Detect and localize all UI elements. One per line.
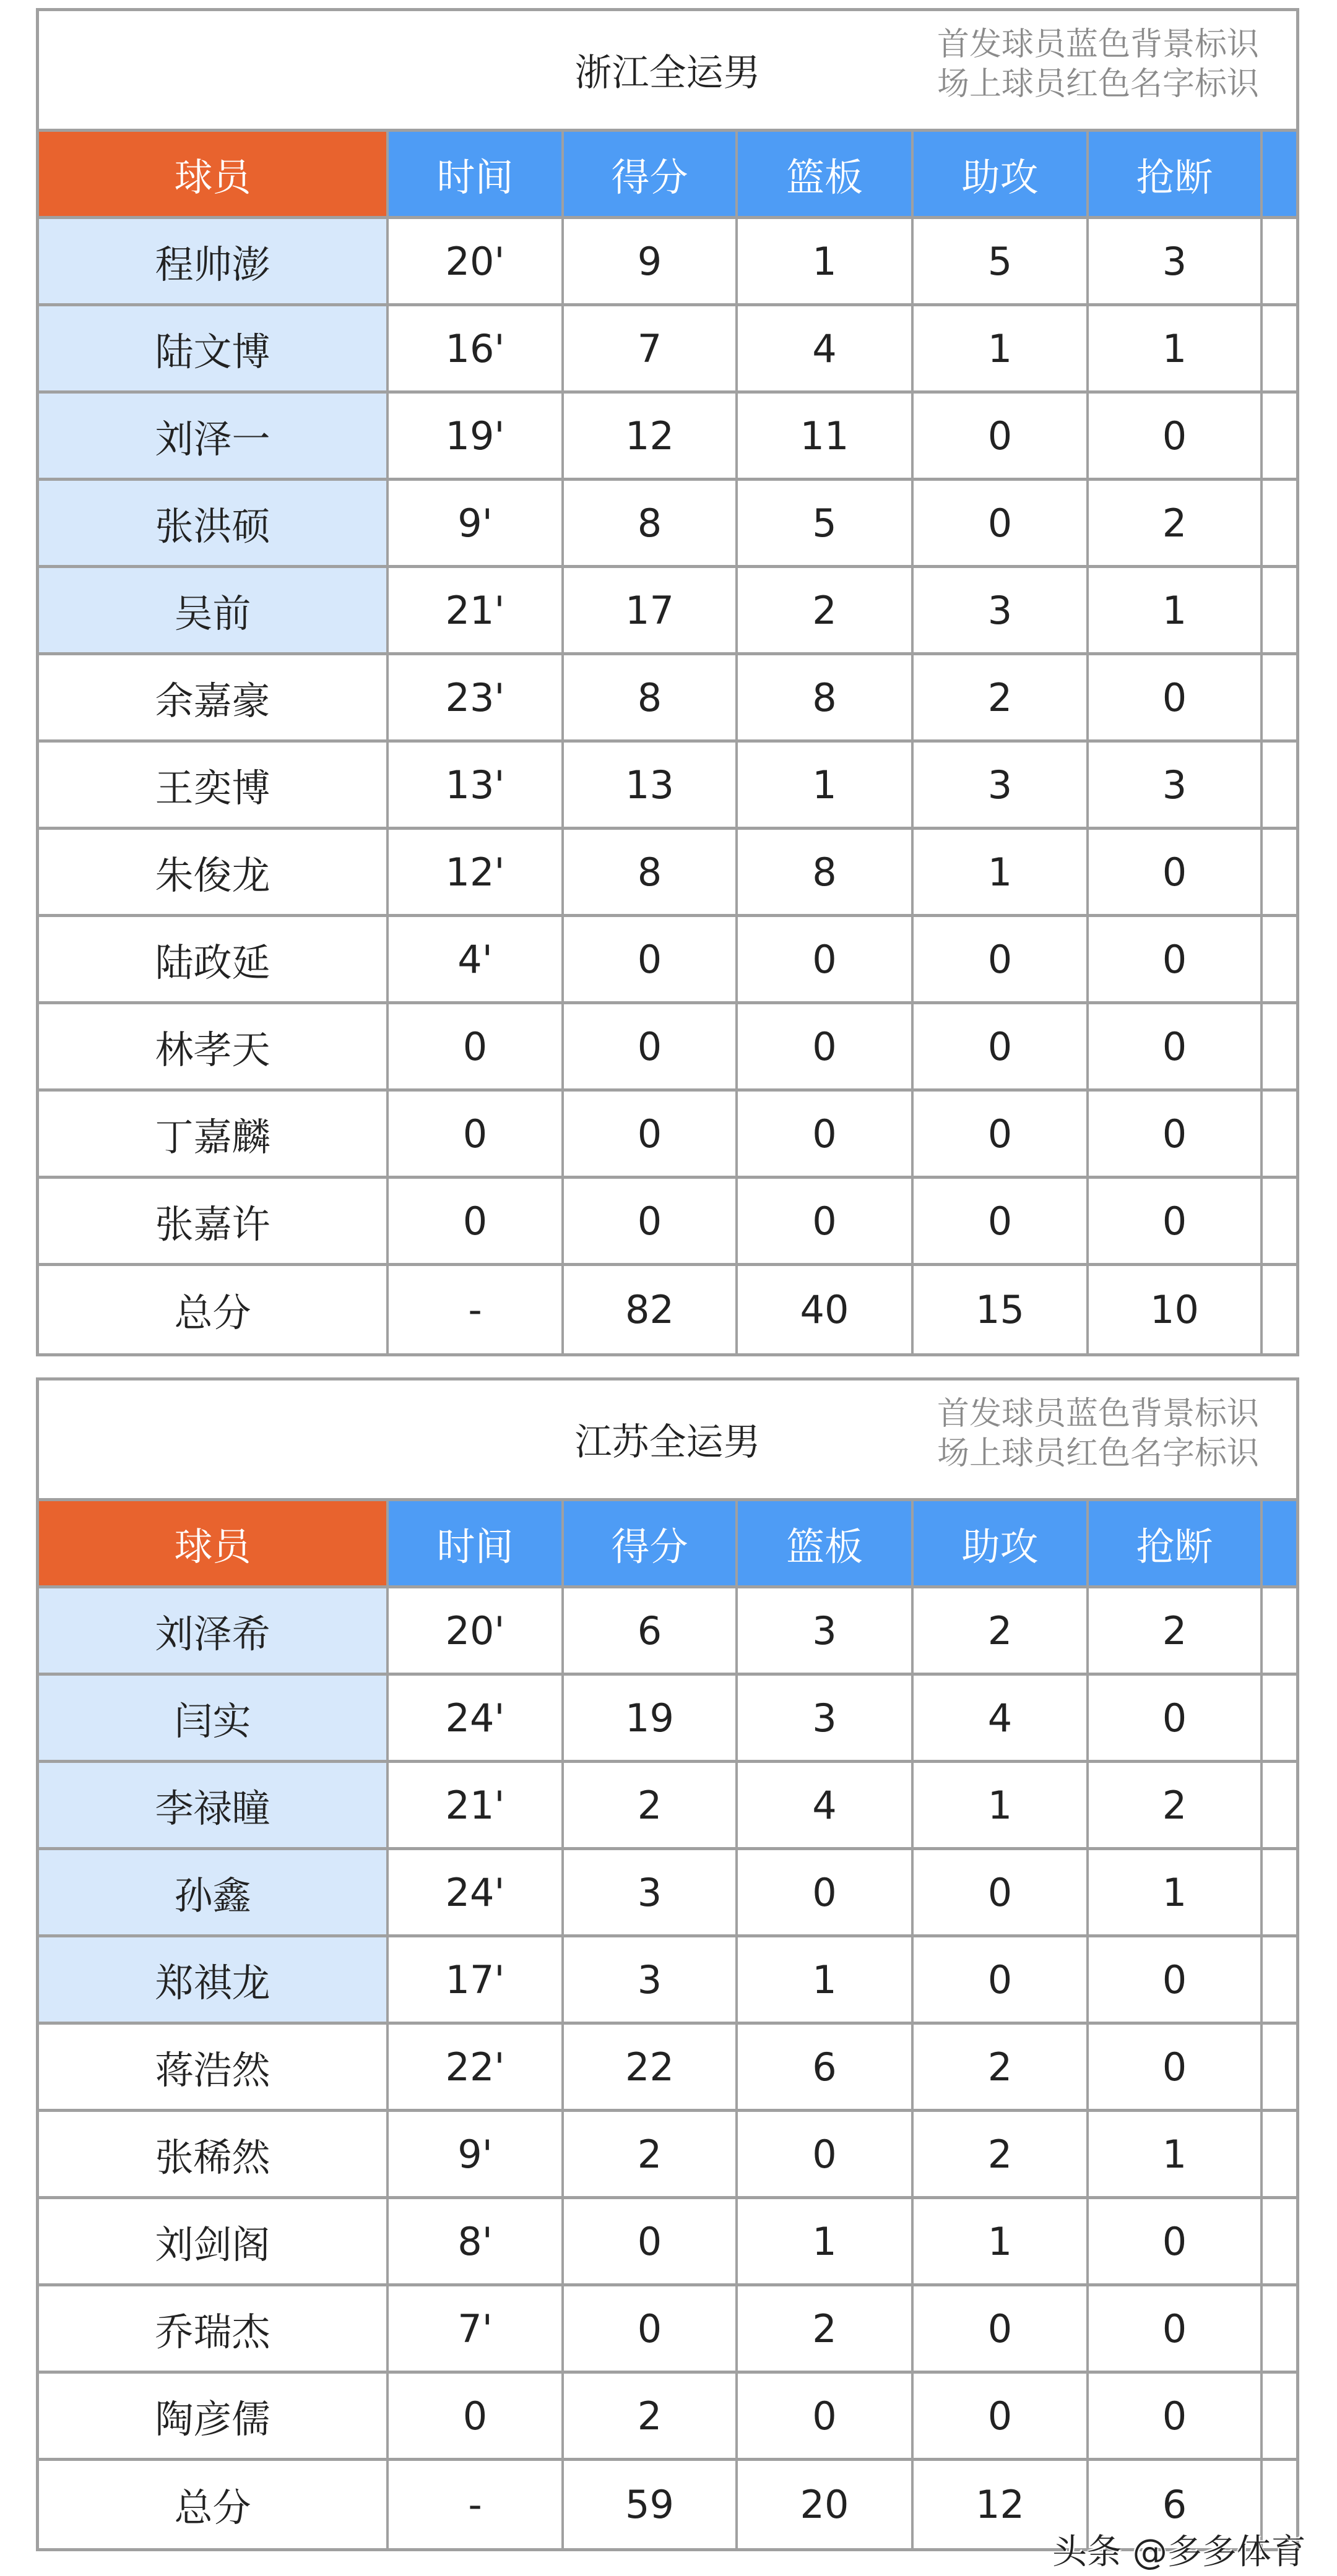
row-spacer <box>1263 568 1296 652</box>
stat-cell: 59 <box>564 2461 738 2548</box>
stat-cell: 0 <box>738 2112 914 2196</box>
player-row <box>39 830 1296 917</box>
legend-note-line: 场上球员红色名字标识 <box>937 66 1259 103</box>
player-name: 张稀然 <box>39 2112 389 2196</box>
stat-cell: 2 <box>914 655 1089 739</box>
player-row <box>39 2374 1296 2461</box>
stat-cell: 0 <box>389 1179 564 1263</box>
stat-cell: 3 <box>1089 219 1263 303</box>
column-header: 抢断 <box>1089 1501 1263 1585</box>
player-row <box>39 1937 1296 2025</box>
stat-cell: 8 <box>564 481 738 565</box>
player-name: 乔瑞杰 <box>39 2286 389 2371</box>
stat-cell: 0 <box>564 1004 738 1088</box>
row-spacer <box>1263 1676 1296 1760</box>
legend-note-line: 场上球员红色名字标识 <box>937 1435 1259 1472</box>
header-spacer <box>1263 1501 1296 1585</box>
stat-cell: 2 <box>1089 1763 1263 1847</box>
stat-cell: 2 <box>914 2025 1089 2109</box>
stat-cell: 7 <box>564 306 738 390</box>
header-row <box>39 132 1296 219</box>
row-spacer <box>1263 306 1296 390</box>
column-header: 得分 <box>564 1501 738 1585</box>
player-row <box>39 568 1296 655</box>
stat-cell: 23' <box>389 655 564 739</box>
player-name: 王奕博 <box>39 743 389 827</box>
stat-cell: 3 <box>564 1850 738 1934</box>
stat-cell: 1 <box>1089 568 1263 652</box>
player-row <box>39 917 1296 1004</box>
player-name: 郑祺龙 <box>39 1937 389 2022</box>
stat-cell: 2 <box>738 568 914 652</box>
row-spacer <box>1263 219 1296 303</box>
stat-cell: 20' <box>389 219 564 303</box>
header-row <box>39 1501 1296 1588</box>
column-header: 球员 <box>39 132 389 216</box>
legend-note <box>937 1394 1259 1473</box>
stat-cell: 2 <box>914 2112 1089 2196</box>
stat-cell: 12' <box>389 830 564 914</box>
stat-cell: 2 <box>564 2112 738 2196</box>
total-label: 总分 <box>39 1266 389 1353</box>
row-spacer <box>1263 1092 1296 1176</box>
stat-cell: 16' <box>389 306 564 390</box>
stat-cell: 0 <box>1089 2374 1263 2458</box>
stat-cell: 0 <box>914 1179 1089 1263</box>
stat-cell: 0 <box>564 1092 738 1176</box>
player-name: 蒋浩然 <box>39 2025 389 2109</box>
column-header: 时间 <box>389 132 564 216</box>
stat-cell: 0 <box>738 2374 914 2458</box>
player-name: 余嘉豪 <box>39 655 389 739</box>
stat-cell: 5 <box>914 219 1089 303</box>
player-name: 陶彦儒 <box>39 2374 389 2458</box>
stat-cell: 0 <box>389 1004 564 1088</box>
stat-cell: 1 <box>1089 2112 1263 2196</box>
stat-cell: 4 <box>914 1676 1089 1760</box>
row-spacer <box>1263 2374 1296 2458</box>
stat-cell: 0 <box>914 2374 1089 2458</box>
stat-cell: 0 <box>389 1092 564 1176</box>
row-spacer <box>1263 1588 1296 1673</box>
player-row <box>39 219 1296 306</box>
stat-cell: 12 <box>564 394 738 478</box>
stat-cell: 3 <box>564 1937 738 2022</box>
player-row <box>39 1850 1296 1937</box>
stat-cell: 1 <box>738 219 914 303</box>
stat-cell: 2 <box>738 2286 914 2371</box>
stat-cell: 1 <box>1089 306 1263 390</box>
player-row <box>39 1092 1296 1179</box>
row-spacer <box>1263 481 1296 565</box>
stat-cell: 82 <box>564 1266 738 1353</box>
zhejiang-stats-table <box>36 8 1299 1356</box>
player-name: 刘剑阁 <box>39 2199 389 2283</box>
stat-cell: 1 <box>738 2199 914 2283</box>
stat-cell: 0 <box>1089 1937 1263 2022</box>
stat-cell: 2 <box>564 2374 738 2458</box>
watermark: 头条 @多多体育 <box>1052 2532 1306 2572</box>
legend-note <box>937 25 1259 104</box>
player-row <box>39 1763 1296 1850</box>
stat-cell: 1 <box>914 306 1089 390</box>
stat-cell: 6 <box>564 1588 738 1673</box>
column-header: 助攻 <box>914 1501 1089 1585</box>
stat-cell: 3 <box>914 743 1089 827</box>
stat-cell: 0 <box>564 1179 738 1263</box>
stat-cell: 4 <box>738 1763 914 1847</box>
jiangsu-stats-table <box>36 1377 1299 2551</box>
stat-cell: 0 <box>1089 2025 1263 2109</box>
stat-cell: 21' <box>389 1763 564 1847</box>
row-spacer <box>1263 1266 1296 1353</box>
row-spacer <box>1263 1763 1296 1847</box>
stat-cell: 0 <box>1089 1092 1263 1176</box>
stat-cell: 0 <box>1089 830 1263 914</box>
stat-cell: 0 <box>1089 917 1263 1001</box>
title-bar <box>39 11 1296 132</box>
stat-cell: 0 <box>1089 1004 1263 1088</box>
stat-cell: 0 <box>389 2374 564 2458</box>
stat-cell: 0 <box>914 394 1089 478</box>
player-row <box>39 655 1296 743</box>
row-spacer <box>1263 2286 1296 2371</box>
player-name: 陆文博 <box>39 306 389 390</box>
stat-cell: 3 <box>738 1676 914 1760</box>
stat-cell: 0 <box>914 1850 1089 1934</box>
stat-cell: 0 <box>564 917 738 1001</box>
stat-cell: 13' <box>389 743 564 827</box>
stat-cell: 1 <box>1089 1850 1263 1934</box>
row-spacer <box>1263 1004 1296 1088</box>
stat-cell: 0 <box>1089 1676 1263 1760</box>
stat-cell: 7' <box>389 2286 564 2371</box>
stat-cell: 2 <box>1089 481 1263 565</box>
player-row <box>39 1179 1296 1266</box>
stat-cell: 4' <box>389 917 564 1001</box>
stat-cell: - <box>389 2461 564 2548</box>
player-name: 程帅澎 <box>39 219 389 303</box>
stat-cell: 0 <box>738 1850 914 1934</box>
stat-cell: 12 <box>914 2461 1089 2548</box>
stat-cell: 0 <box>914 1004 1089 1088</box>
stat-cell: 10 <box>1089 1266 1263 1353</box>
stat-cell: 9 <box>564 219 738 303</box>
player-name: 张嘉许 <box>39 1179 389 1263</box>
row-spacer <box>1263 1850 1296 1934</box>
stat-cell: 0 <box>738 917 914 1001</box>
stat-cell: 19 <box>564 1676 738 1760</box>
stat-cell: 5 <box>738 481 914 565</box>
stat-cell: 22 <box>564 2025 738 2109</box>
stat-cell: 0 <box>1089 1179 1263 1263</box>
stat-cell: 24' <box>389 1676 564 1760</box>
stat-cell: 3 <box>1089 743 1263 827</box>
stat-cell: 2 <box>1089 1588 1263 1673</box>
player-row <box>39 2286 1296 2374</box>
player-name: 林孝天 <box>39 1004 389 1088</box>
stat-cell: 6 <box>738 2025 914 2109</box>
column-header: 助攻 <box>914 132 1089 216</box>
row-spacer <box>1263 2199 1296 2283</box>
header-spacer <box>1263 132 1296 216</box>
stat-cell: 13 <box>564 743 738 827</box>
stat-cell: 8' <box>389 2199 564 2283</box>
stat-cell: 20' <box>389 1588 564 1673</box>
player-name: 孙鑫 <box>39 1850 389 1934</box>
stat-cell: 0 <box>1089 2199 1263 2283</box>
player-row <box>39 743 1296 830</box>
player-row <box>39 1676 1296 1763</box>
row-spacer <box>1263 1937 1296 2022</box>
stat-cell: 19' <box>389 394 564 478</box>
row-spacer <box>1263 917 1296 1001</box>
stat-cell: 3 <box>738 1588 914 1673</box>
stat-cell: 22' <box>389 2025 564 2109</box>
total-label: 总分 <box>39 2461 389 2548</box>
stat-cell: - <box>389 1266 564 1353</box>
stat-cell: 2 <box>564 1763 738 1847</box>
row-spacer <box>1263 394 1296 478</box>
stat-cell: 1 <box>738 743 914 827</box>
row-spacer <box>1263 743 1296 827</box>
stat-cell: 21' <box>389 568 564 652</box>
player-name: 李禄瞳 <box>39 1763 389 1847</box>
player-row <box>39 394 1296 481</box>
stat-cell: 0 <box>564 2199 738 2283</box>
column-header: 球员 <box>39 1501 389 1585</box>
stat-cell: 17' <box>389 1937 564 2022</box>
stat-cell: 0 <box>738 1092 914 1176</box>
player-row <box>39 481 1296 568</box>
stat-cell: 3 <box>914 568 1089 652</box>
column-header: 抢断 <box>1089 132 1263 216</box>
column-header: 篮板 <box>738 132 914 216</box>
player-name: 张洪硕 <box>39 481 389 565</box>
row-spacer <box>1263 1179 1296 1263</box>
stat-cell: 8 <box>564 830 738 914</box>
stat-cell: 11 <box>738 394 914 478</box>
legend-note-line: 首发球员蓝色背景标识 <box>937 1395 1259 1432</box>
row-spacer <box>1263 830 1296 914</box>
stat-cell: 9' <box>389 481 564 565</box>
stat-cell: 1 <box>914 2199 1089 2283</box>
stat-cell: 0 <box>914 1937 1089 2022</box>
stat-cell: 1 <box>914 830 1089 914</box>
stat-cell: 2 <box>914 1588 1089 1673</box>
stat-cell: 1 <box>914 1763 1089 1847</box>
team-title: 浙江全运男 <box>574 51 761 95</box>
player-row <box>39 2112 1296 2199</box>
team-title: 江苏全运男 <box>574 1421 761 1464</box>
stat-cell: 0 <box>1089 655 1263 739</box>
player-name: 丁嘉麟 <box>39 1092 389 1176</box>
player-name: 吴前 <box>39 568 389 652</box>
stat-cell: 6 <box>1089 2461 1263 2548</box>
stat-cell: 15 <box>914 1266 1089 1353</box>
stat-cell: 0 <box>1089 394 1263 478</box>
row-spacer <box>1263 2025 1296 2109</box>
player-row <box>39 1004 1296 1092</box>
legend-note-line: 首发球员蓝色背景标识 <box>937 26 1259 63</box>
row-spacer <box>1263 2112 1296 2196</box>
player-name: 闫实 <box>39 1676 389 1760</box>
stat-cell: 17 <box>564 568 738 652</box>
stat-cell: 0 <box>914 917 1089 1001</box>
total-row <box>39 1266 1296 1353</box>
stat-cell: 20 <box>738 2461 914 2548</box>
player-name: 朱俊龙 <box>39 830 389 914</box>
column-header: 时间 <box>389 1501 564 1585</box>
stat-cell: 0 <box>914 1092 1089 1176</box>
stat-cell: 0 <box>914 2286 1089 2371</box>
player-row <box>39 2199 1296 2286</box>
stat-cell: 0 <box>738 1004 914 1088</box>
player-row <box>39 1588 1296 1676</box>
player-row <box>39 2025 1296 2112</box>
stat-cell: 8 <box>738 830 914 914</box>
title-bar <box>39 1381 1296 1501</box>
stat-cell: 24' <box>389 1850 564 1934</box>
stat-cell: 0 <box>564 2286 738 2371</box>
stat-cell: 1 <box>738 1937 914 2022</box>
stat-cell: 8 <box>738 655 914 739</box>
row-spacer <box>1263 655 1296 739</box>
stat-cell: 40 <box>738 1266 914 1353</box>
player-name: 刘泽一 <box>39 394 389 478</box>
player-name: 陆政延 <box>39 917 389 1001</box>
stat-cell: 8 <box>564 655 738 739</box>
column-header: 得分 <box>564 132 738 216</box>
player-name: 刘泽希 <box>39 1588 389 1673</box>
stat-cell: 9' <box>389 2112 564 2196</box>
stat-cell: 0 <box>914 481 1089 565</box>
stat-cell: 0 <box>738 1179 914 1263</box>
stat-cell: 0 <box>1089 2286 1263 2371</box>
stat-cell: 4 <box>738 306 914 390</box>
player-row <box>39 306 1296 394</box>
column-header: 篮板 <box>738 1501 914 1585</box>
